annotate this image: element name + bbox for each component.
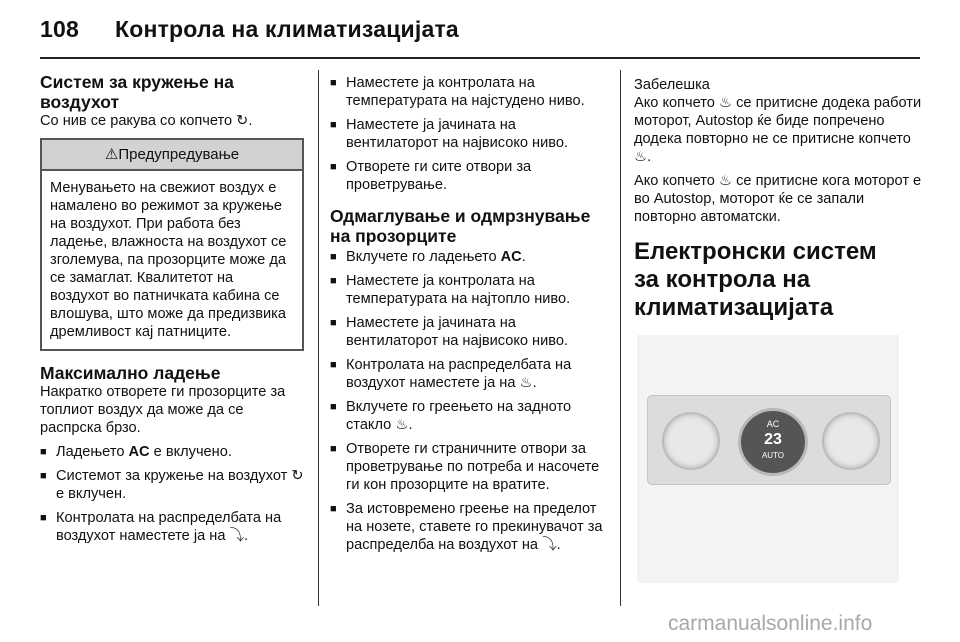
list-item: ■ За истовремено греење на пределот на нозете, ставете го прекинувачот за распределба на воздухот на ⤵. (330, 500, 606, 554)
max-cooling-text: Накратко отворете ги прозорците за топлиот воздух да може да се распрска брзо. (40, 384, 286, 436)
control-panel (647, 395, 891, 485)
heading-defog: Одмаглување и одмрзнување на прозорците (330, 206, 591, 246)
recirculation-icon: ↻ (236, 113, 249, 129)
climate-panel-illustration (637, 335, 899, 583)
windscreen-icon: ♨ (519, 375, 533, 391)
list-item: ■ Ладењето AC е вклучено. (40, 443, 304, 461)
note-title: Забелешка (634, 77, 710, 93)
list-item: ■ Наместете ја јачината на вентилаторот на највисоко ниво. (330, 116, 606, 152)
column-3 (634, 76, 924, 322)
page-title: Контрола на климатизацијата (114, 16, 459, 42)
column-divider (620, 70, 621, 606)
column-1 (40, 72, 304, 545)
watermark: carmanualsonline.info (668, 612, 873, 635)
list-item: ■ Наместете ја јачината на вентилаторот на највисоко ниво. (330, 314, 606, 350)
temperature-readout: 23 (764, 431, 782, 448)
warning-text: Менувањето на свежиот воздух е намалено во режимот за кружење на воздухот. При работа без ладење, влажноста на воздухот се зголемува, па прозорците може да се замаглат. Квалитетот на воздухот во патничката кабина се влошува, што може да предизвика дремливост кај патниците. (50, 180, 287, 340)
windscreen-icon: ♨ (718, 95, 733, 111)
column-divider (318, 70, 319, 606)
warning-box (40, 138, 304, 351)
column-2 (330, 70, 606, 554)
left-control-knob (662, 412, 720, 470)
air-distribution-icon: ⤵ (229, 528, 245, 544)
list-item: ■ Вклучете го ладењето AC. (330, 248, 606, 266)
list-item: ■ Наместете ја контролата на температурата на најтопло ниво. (330, 272, 606, 308)
windscreen-icon: ♨ (634, 149, 648, 165)
heading-max-cooling: Максимално ладење (40, 363, 221, 383)
list-item: ■ Отворете ги сите отвори за проветрување. (330, 158, 606, 194)
header-rule (40, 57, 920, 59)
page-number: 108 (40, 16, 79, 42)
recirculation-text: Со нив се ракува со копчето ↻. (40, 113, 253, 129)
max-cooling-list-cont (330, 74, 606, 194)
footwell-windscreen-icon: ⤵ (542, 537, 557, 553)
windscreen-icon: ♨ (718, 173, 733, 189)
list-item: ■ Контролата на распределбата на воздухот наместете ја на ⤵. (40, 509, 304, 545)
ac-label: AC (766, 419, 780, 429)
heading-recirculation: Систем за кружење на воздухот (40, 72, 234, 112)
climate-display (738, 408, 808, 476)
note-paragraph-1: Ако копчето ♨ се притисне додека работи моторот, Autostop ќе биде попречено додека повторно не се притисне копчето ♨. (634, 95, 922, 165)
list-item: ■ Контролата на распределбата на воздухот наместете ја на ♨. (330, 356, 606, 392)
auto-label: AUTO (761, 451, 785, 460)
warning-title: Предупредување (118, 146, 240, 163)
list-item: ■ Отворете ги страничните отвори за проветрување по потреба и насочете ги кон прозорците на вратите. (330, 440, 606, 494)
list-item: ■ Наместете ја контролата на температурата на најстудено ниво. (330, 74, 606, 110)
recirculation-icon: ↻ (291, 468, 304, 484)
warning-icon: ⚠ (104, 146, 119, 163)
defog-list (330, 248, 606, 554)
list-item: ■ Системот за кружење на воздухот ↻ е вклучен. (40, 467, 304, 503)
heading-electronic-climate: Електронски систем за контрола на климатизацијата (634, 238, 877, 321)
note-paragraph-2: Ако копчето ♨ се притисне кога моторот е во Autostop, моторот ќе се запали повторно автоматски. (634, 173, 922, 225)
right-control-knob (822, 412, 880, 470)
rear-window-heating-icon: ♨ (395, 417, 409, 433)
page-header (40, 16, 459, 43)
warning-header (42, 140, 302, 171)
max-cooling-list (40, 443, 304, 545)
list-item: ■ Вклучете го греењето на задното стакло ♨. (330, 398, 606, 434)
